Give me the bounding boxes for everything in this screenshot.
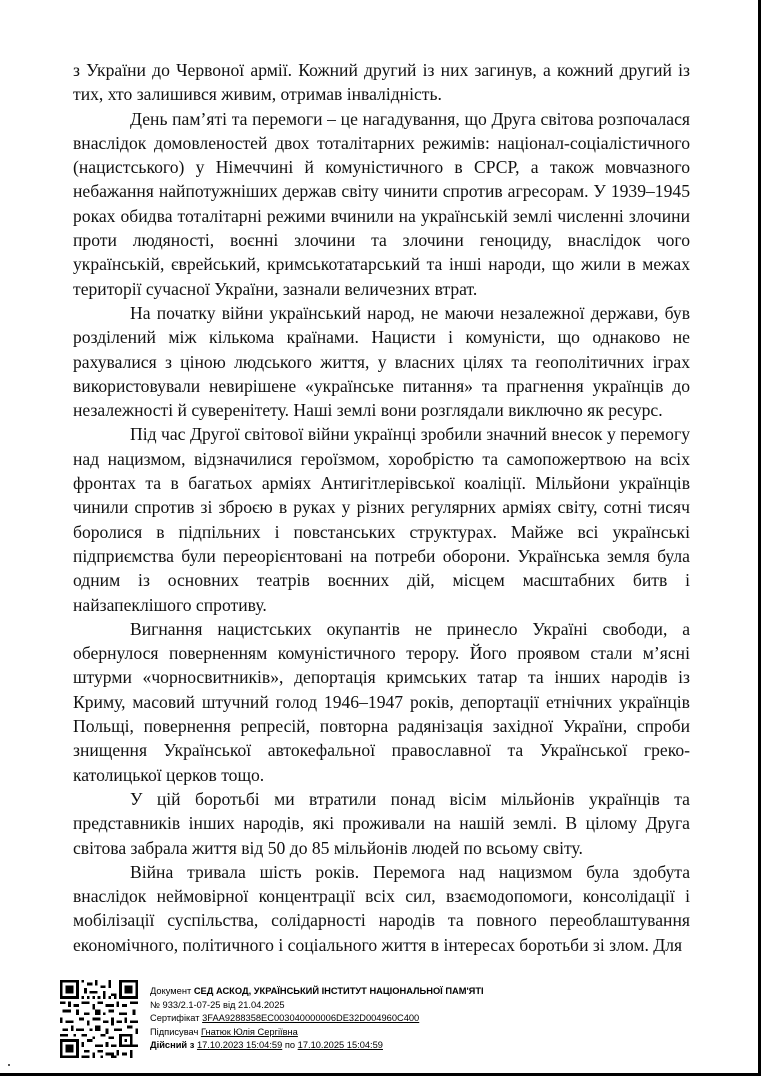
paragraph: з України до Червоної армії. Кожний другий із них загинув, а кожний другий із тих, хто залишився живим, отримав інвалідність.: [73, 60, 690, 105]
paragraph: Під час Другої світової війни українці зробили значний внесок у перемогу над нацизмом, відзначилися героїзмом, хоробрістю та самопожертвою на всіх фронтах та в багатьох арміях Антигітлерівської коаліції. Мільйони українців чинили спротив зі зброєю в руках у різних регулярних арміях світу, сотні тисяч боролися в підпільних і повстанських структурах. Майже всі українські підприємства були переорієнтовані на потреби оборони. Українська земля була одним із основних театрів воєнних дій, місцем масштабних битв і найзапеклішого спротиву.: [73, 424, 690, 615]
paragraph: У цій боротьбі ми втратили понад вісім мільйонів українців та представників інших народів, які проживали на нашій землі. В цілому Друга світова забрала життя від 50 до 85 мільйонів людей по всьому світу.: [73, 788, 690, 858]
stamp-document-line: [150, 985, 484, 999]
page-mark: [8, 1064, 10, 1066]
stamp-certificate-line: [150, 1012, 484, 1026]
doc-value: СЕД АСКОД, УКРАЇНСЬКИЙ ІНСТИТУТ НАЦІОНАЛЬНОЇ ПАМ'ЯТІ: [193, 986, 484, 996]
paragraph: На початку війни український народ, не маючи незалежної держави, був розділений між кількома країнами. Нацисти і комуністи, що однаково не рахувалися з ціною людського життя, у власних цілях та геополітичних іграх використовували невирішене «українське питання» та прагнення українців до незалежності й суверенітету. Наші землі вони розглядали виключно як ресурс.: [73, 302, 690, 421]
paragraph: Війна тривала шість років. Перемога над нацизмом була здобута внаслідок неймовірної концентрації всіх сил, взаємодопомоги, консолідації і мобілізації суспільства, солідарності народів та повного переоблаштування економічного, політичного і соціального життя в інтересах боротьби зі злом. Для: [73, 861, 690, 955]
valid-to-label: по: [284, 1040, 296, 1051]
stamp-registration: № 933/2.1-07-25 від 21.04.2025: [150, 999, 285, 1010]
paragraph: День пам’яті та перемоги – це нагадування, що Друга світова розпочалася внаслідок домовленостей двох тоталітарних режимів: націонал-соціалістичного (нацистського) у Німеччині й комуністичного в СРСР, а також мовчазного небажання найпотужніших держав світу чинити спротив агресорам. У 1939–1945 роках обидва тоталітарні режими вчинили на українській землі численні злочини проти людяності, воєнні злочини та злочини геноциду, внаслідок чого українській, єврейський, кримськотатарський та інші народи, що жили в межах території сучасної України, зазнали величезних втрат.: [73, 108, 690, 299]
cert-label: Сертифікат: [150, 1013, 200, 1024]
stamp-validity-line: [150, 1039, 484, 1053]
signer-label: Підписувач: [150, 1026, 199, 1037]
document-body: [73, 58, 690, 957]
valid-from: 17.10.2023 15:04:59: [196, 1040, 283, 1051]
valid-label: Дійсний з: [150, 1040, 195, 1051]
signer-value: Гнатюк Юлія Сергіївна: [200, 1026, 298, 1037]
stamp-signer-line: [150, 1026, 484, 1040]
paragraph: Вигнання нацистських окупантів не принесло Україні свободи, а обернулося поверненням комуністичного терору. Його проявом стали м’ясні штурми «чорносвитників», депортація кримських татар та інших народів із Криму, масовий штучний голод 1946–1947 років, депортації етнічних українців Польщі, повернення репресій, повторна радянізація західної України, спроби знищення Української автокефальної православної та Української греко-католицької церков тощо.: [73, 618, 690, 785]
doc-label: Документ: [150, 986, 192, 996]
signature-details: [150, 985, 484, 1053]
qr-code-icon: [60, 980, 138, 1058]
valid-to: 17.10.2025 15:04:59: [297, 1040, 383, 1051]
digital-signature-stamp: [60, 980, 660, 1060]
cert-value: 3FAA9288358EC003040000006DE32D004960C400: [202, 1013, 420, 1024]
